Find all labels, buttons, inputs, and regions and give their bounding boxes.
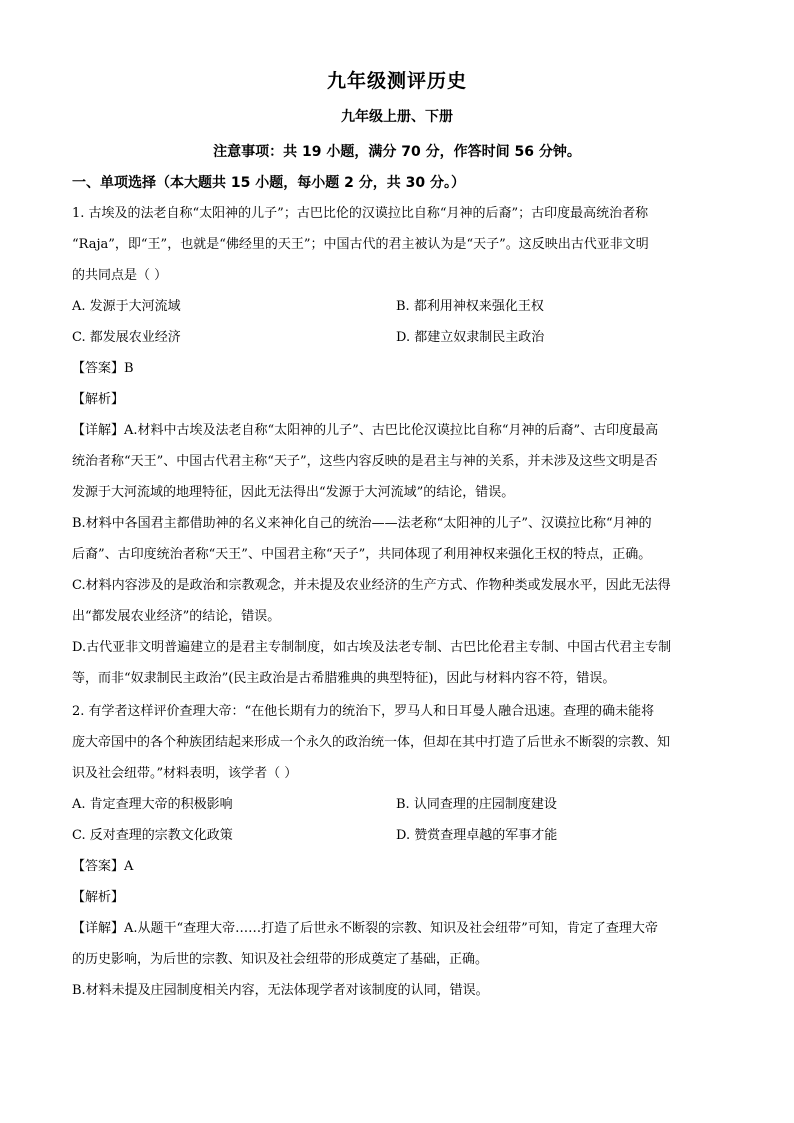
q2-analysis-label: 【解析】 [72,890,125,905]
q1-analysis-line-9: 等，而非“奴隶制民主政治”(民主政治是古希腊雅典的典型特征)，因此与材料内容不符，错误。 [72,671,616,686]
q1-analysis-line-7: 出“都发展农业经济”的结论，错误。 [72,609,281,624]
q1-option-c: C. 都发展农业经济 [72,330,181,345]
page-subtitle: 九年级上册、下册 [341,109,453,125]
q1-option-b: B. 都利用神权来强化王权 [396,299,544,314]
q2-stem-line-2: 庞大帝国中的各个种族团结起来形成一个永久的政治统一体，但却在其中打造了后世永不断裂的宗教、知 [72,735,671,750]
q1-analysis-label: 【解析】 [72,392,125,407]
q1-analysis-line-6: C.材料内容涉及的是政治和宗教观念，并未提及农业经济的生产方式、作物种类或发展水平，因此无法得 [72,578,671,593]
q1-analysis-line-1: 【详解】A.材料中古埃及法老自称“太阳神的儿子”、古巴比伦汉谟拉比自称“月神的后裔”、古印度最高 [72,423,659,438]
q2-stem-line-3: 识及社会纽带。”材料表明，该学者（ ） [72,766,298,781]
q1-answer: 【答案】B [72,361,134,376]
q1-analysis-line-8: D.古代亚非文明普遍建立的是君主专制制度，如古埃及法老专制、古巴比伦君主专制、中国古代君主专制 [72,640,672,655]
q1-option-d: D. 都建立奴隶制民主政治 [396,330,545,345]
q1-analysis-line-4: B.材料中各国君主都借助神的名义来神化自己的统治——法老称“太阳神的儿子”、汉谟拉比称“月神的 [72,516,652,531]
q2-option-a: A. 肯定查理大帝的积极影响 [72,797,233,812]
q2-stem-line-1: 2. 有学者这样评价查理大帝：“在他长期有力的统治下，罗马人和日耳曼人融合迅速。查理的确未能将 [72,704,655,719]
q1-stem-line-1: 1. 古埃及的法老自称“太阳神的儿子”；古巴比伦的汉谟拉比自称“月神的后裔”；古印度最高统治者称 [72,206,649,221]
q1-option-a: A. 发源于大河流域 [72,299,181,314]
q2-option-b: B. 认同查理的庄园制度建设 [396,797,557,812]
q1-stem-line-3: 的共同点是（ ） [72,268,168,283]
q2-analysis-line-1: 【详解】A.从题干“查理大帝……打造了后世永不断裂的宗教、知识及社会纽带”可知，肯定了查理大帝 [72,921,658,936]
q1-stem-line-2: “Raja”，即“王”，也就是“佛经里的天王”；中国古代的君主被认为是“天子”。这反映出古代亚非文明 [72,237,649,252]
q1-analysis-line-2: 统治者称“天王”、中国古代君主称“天子”，这些内容反映的是君主与神的关系，并未涉及这些文明是否 [72,454,658,469]
page-title: 九年级测评历史 [326,70,467,92]
exam-notice: 注意事项：共 19 小题，满分 70 分，作答时间 56 分钟。 [213,144,581,160]
q2-option-c: C. 反对查理的宗教文化政策 [72,828,233,843]
q2-answer: 【答案】A [72,859,134,874]
q2-analysis-line-3: B.材料未提及庄园制度相关内容，无法体现学者对该制度的认同，错误。 [72,983,489,998]
q2-option-d: D. 赞赏查理卓越的军事才能 [396,828,558,843]
q1-analysis-line-5: 后裔”、古印度统治者称“天王”、中国君主称“天子”，共同体现了利用神权来强化王权的特点，正确。 [72,547,652,562]
q2-analysis-line-2: 的历史影响，为后世的宗教、知识及社会纽带的形成奠定了基础，正确。 [72,952,489,967]
q1-analysis-line-3: 发源于大河流域的地理特征，因此无法得出“发源于大河流域”的结论，错误。 [72,485,515,500]
section-heading: 一、单项选择（本大题共 15 小题，每小题 2 分，共 30 分。） [72,175,465,191]
